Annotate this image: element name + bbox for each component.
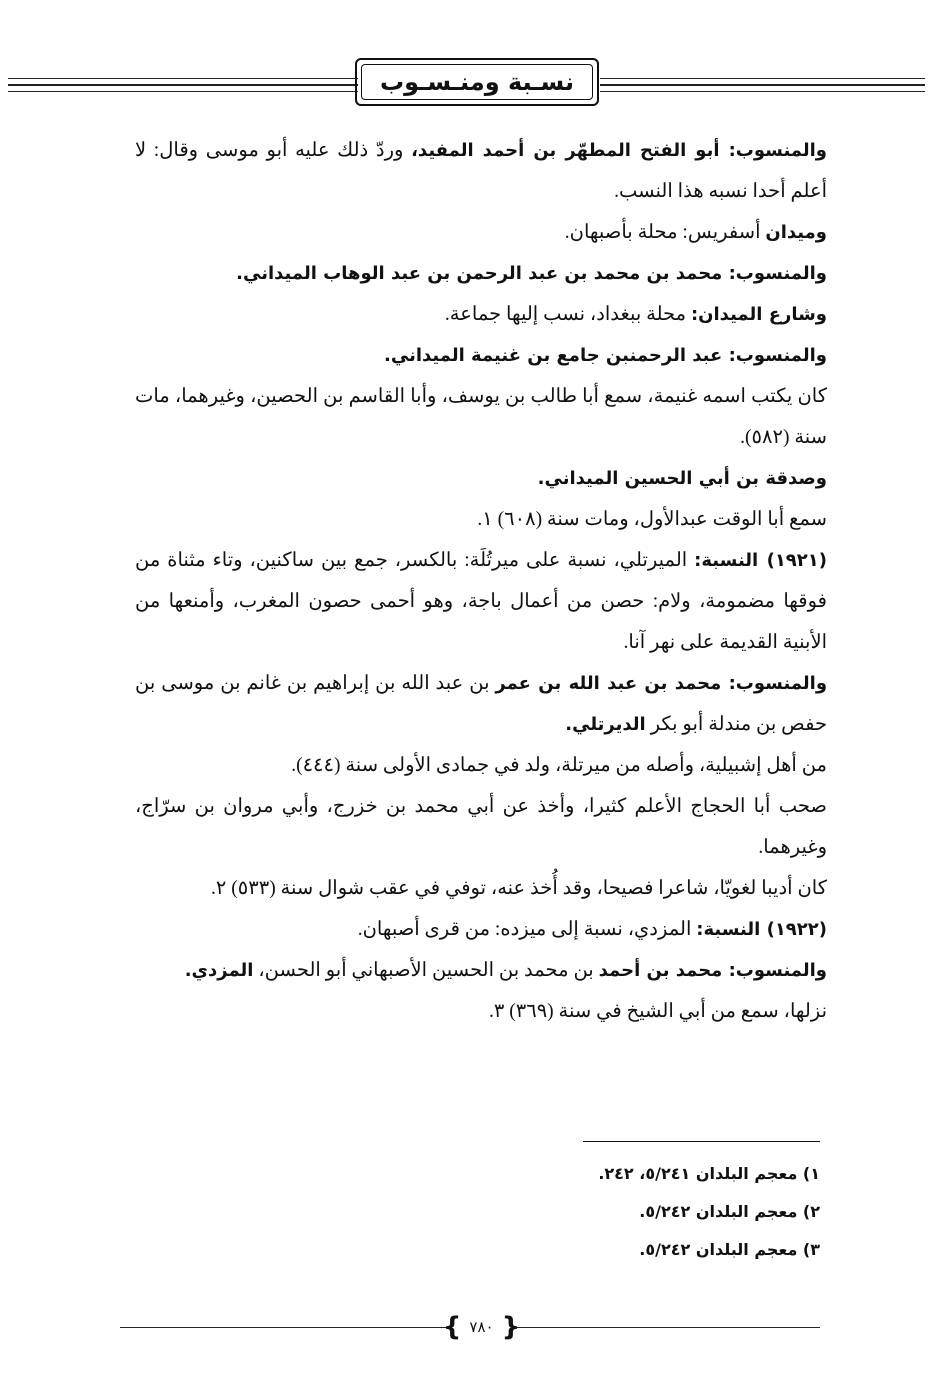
header-rule-right — [600, 84, 925, 86]
entry-text: كان أديبا لغويّا، شاعرا فصيحا، وقد أُخذ عنه، توفي في عقب شوال سنة (٥٣٣) ٢. — [211, 878, 827, 899]
footnote: ٢) معجم البلدان ٥/٢٤٢. — [639, 1202, 820, 1221]
paragraph — [135, 868, 827, 909]
header-rule-left — [8, 84, 358, 86]
paragraph — [135, 335, 827, 376]
bold-entry: (١٩٢٢) النسبة: — [696, 919, 827, 940]
brace-left-icon: { — [442, 1312, 462, 1342]
footer-rule-right — [513, 1327, 820, 1328]
header-title-frame — [355, 58, 599, 106]
page-number — [442, 1310, 521, 1344]
entry-text: الميرتلي، نسبة على ميرتُلَة: بالكسر، جمع بين ساكنين، وتاء مثناة من فوقها مضمومة، ولام: حصن من أعمال باجة، وهو أحمى حصون المغرب، وأمنعها من الأبنية القديمة على نهر آنا. — [135, 550, 827, 653]
entry-text: بن محمد بن الحسين الأصبهاني أبو الحسن، — [253, 960, 599, 981]
header-rule-right — [600, 78, 925, 79]
paragraph — [135, 745, 827, 786]
bold-entry: وصدقة بن أبي الحسين الميداني. — [537, 468, 827, 489]
brace-right-icon: } — [501, 1312, 521, 1342]
paragraph — [135, 376, 827, 458]
paragraph — [135, 499, 827, 540]
bold-entry: والمنسوب: عبد الرحمنبن جامع بن غنيمة الميداني. — [384, 345, 827, 366]
bold-entry: وميدان — [765, 222, 827, 243]
footnote-separator — [583, 1141, 820, 1142]
paragraph — [135, 253, 827, 294]
entry-text: نزلها، سمع من أبي الشيخ في سنة (٣٦٩) ٣. — [489, 1001, 827, 1022]
entry-text: كان يكتب اسمه غنيمة، سمع أبا طالب بن يوسف، وأبا القاسم بن الحصين، وغيرهما، مات سنة (٥٨٢). — [135, 386, 827, 448]
paragraph — [135, 212, 827, 253]
page-title: نسـبة ومنـسـوب — [361, 64, 593, 100]
paragraph — [135, 540, 827, 663]
paragraph — [135, 294, 827, 335]
bold-entry: والمنسوب: محمد بن أحمد — [598, 960, 827, 981]
footnote: ٣) معجم البلدان ٥/٢٤٢. — [639, 1240, 820, 1259]
bold-entry: وشارع الميدان: — [690, 304, 827, 325]
page-header — [0, 58, 931, 120]
paragraph — [135, 786, 827, 868]
paragraph — [135, 950, 827, 991]
footer-rule-left — [120, 1327, 450, 1328]
entry-text: محلة ببغداد، نسب إليها جماعة. — [444, 304, 691, 325]
paragraph — [135, 991, 827, 1032]
entry-text: المزدي، نسبة إلى ميزده: من قرى أصبهان. — [357, 919, 697, 940]
body-text — [135, 130, 827, 1032]
entry-text: أسفريس: محلة بأصبهان. — [564, 222, 766, 243]
bold-entry: والمنسوب: محمد بن محمد بن عبد الرحمن بن عبد الوهاب الميداني. — [236, 263, 827, 284]
bold-entry: والمنسوب: محمد بن عبد الله بن عمر — [495, 673, 828, 694]
page-number-text: ٧٨٠ — [469, 1318, 494, 1336]
footnotes — [135, 1155, 820, 1269]
bold-entry: والمنسوب: أبو الفتح المطهّر بن أحمد المفيد، — [411, 140, 827, 161]
footnote: ١) معجم البلدان ٥/٢٤١، ٢٤٢. — [598, 1164, 820, 1183]
header-rule-left — [8, 78, 358, 79]
header-rule-right — [600, 91, 925, 92]
paragraph — [135, 663, 827, 745]
header-rule-left — [8, 91, 358, 92]
entry-text: صحب أبا الحجاج الأعلم كثيرا، وأخذ عن أبي محمد بن خزرج، وأبي مروان بن سرّاج، وغيرهما. — [135, 796, 827, 858]
bold-entry: المزدي. — [184, 960, 254, 981]
paragraph — [135, 458, 827, 499]
entry-text: وردّ ذلك عليه أبو موسى وقال: لا أعلم أحدا نسبه هذا النسب. — [135, 140, 827, 202]
bold-entry: (١٩٢١) النسبة: — [694, 550, 827, 571]
entry-text: بن عبد الله بن إبراهيم بن غانم بن موسى بن حفص بن مندلة أبو بكر — [135, 673, 827, 735]
paragraph — [135, 909, 827, 950]
entry-text: من أهل إشبيلية، وأصله من ميرتلة، ولد في جمادى الأولى سنة (٤٤٤). — [291, 755, 827, 776]
bold-entry: الديرتلي. — [565, 714, 646, 735]
entry-text: سمع أبا الوقت عبدالأول، ومات سنة (٦٠٨) ١. — [477, 509, 827, 530]
paragraph — [135, 130, 827, 212]
